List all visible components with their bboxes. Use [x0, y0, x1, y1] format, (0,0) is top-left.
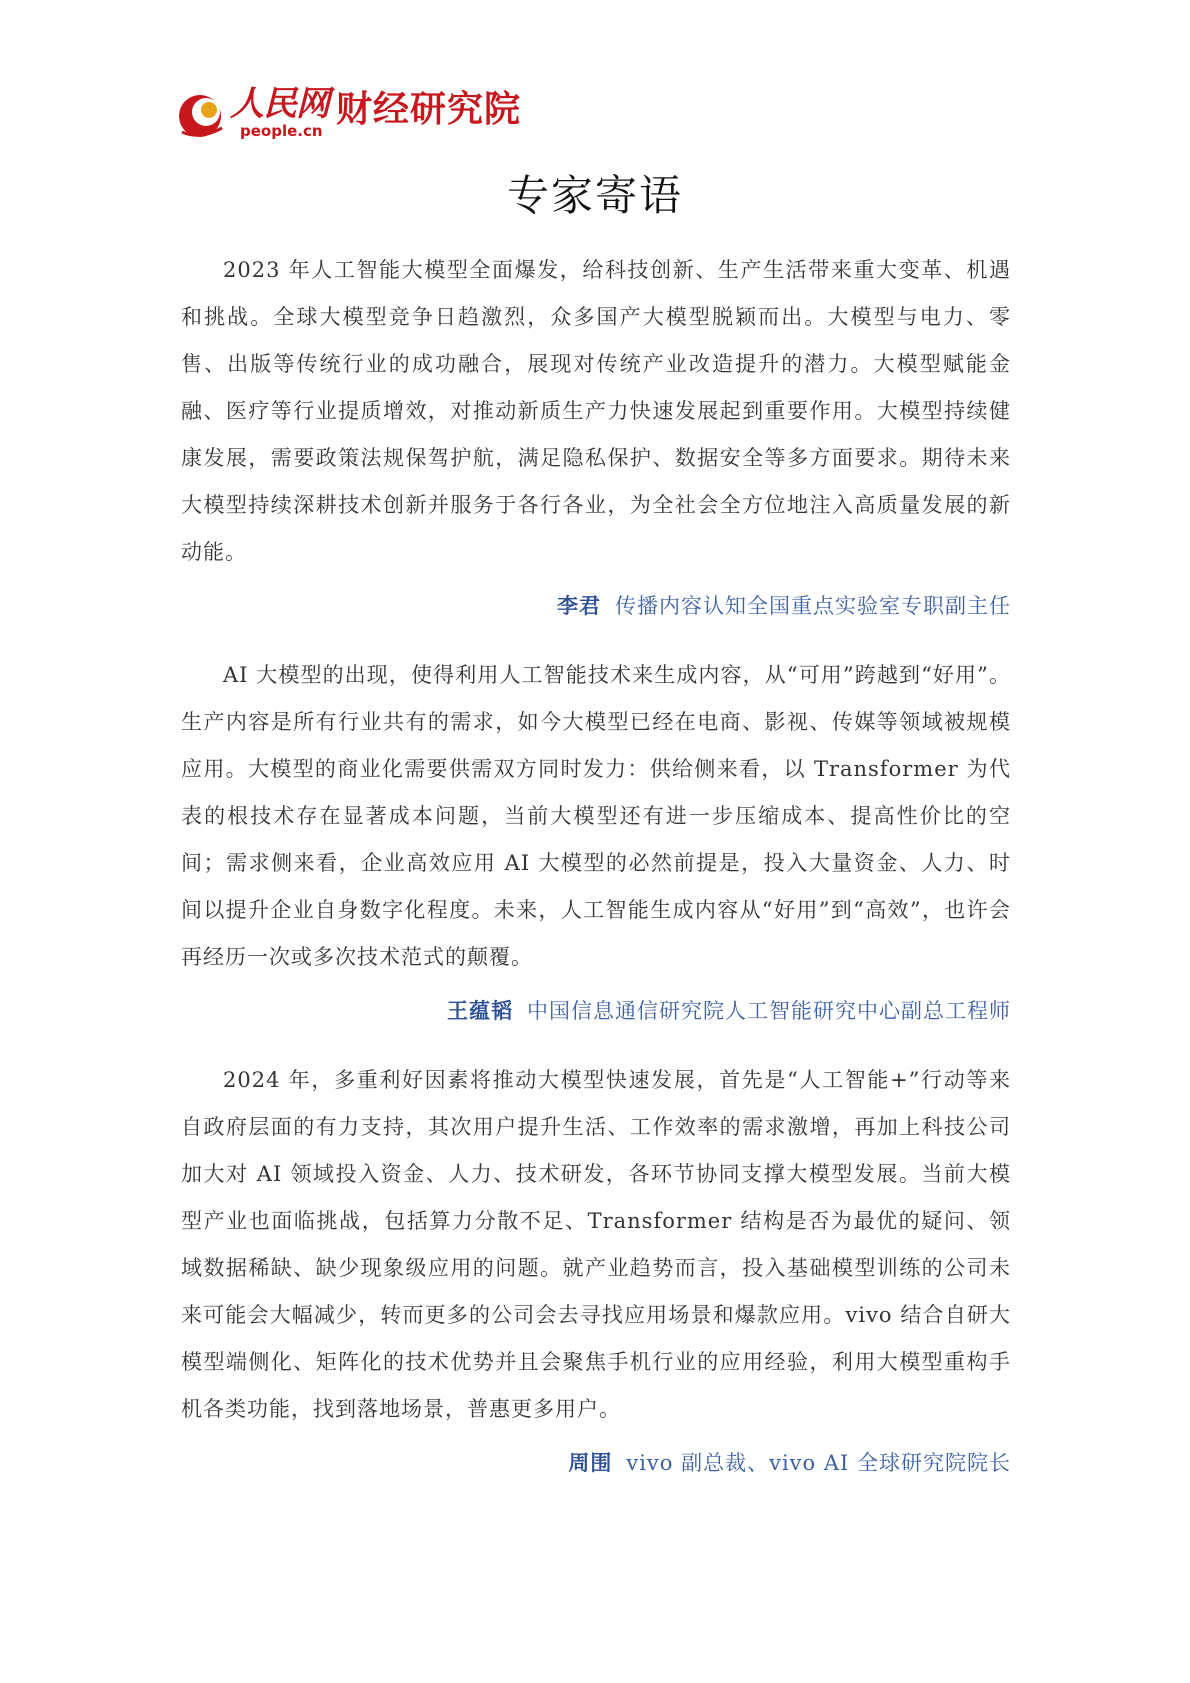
expert-role: 中国信息通信研究院人工智能研究中心副总工程师 — [527, 999, 1011, 1023]
content — [181, 247, 1011, 1509]
expert-role: vivo 副总裁、vivo AI 全球研究院院长 — [626, 1451, 1011, 1475]
people-logo-icon — [176, 88, 228, 140]
quote-paragraph: 2024 年，多重利好因素将推动大模型快速发展，首先是“人工智能+”行动等来自政府层面的有力支持，其次用户提升生活、工作效率的需求激增，再加上科技公司加大对 AI 领域投入资金、人力、技术研发，各环节协同支撑大模型发展。当前大模型产业也面临挑战，包括算力分散不足、Transformer 结构是否为最优的疑问、领域数据稀缺、缺少现象级应用的问题。就产业趋势而言，投入基础模型训练的公司未来可能会大幅减少，转而更多的公司会去寻找应用场景和爆款应用。vivo 结合自研大模型端侧化、矩阵化的技术优势并且会聚焦手机行业的应用经验，利用大模型重构手机各类功能，找到落地场景，普惠更多用户。 — [181, 1068, 1011, 1421]
quote-paragraph: AI 大模型的出现，使得利用人工智能技术来生成内容，从“可用”跨越到“好用”。生产内容是所有行业共有的需求，如今大模型已经在电商、影视、传媒等领域被规模应用。大模型的商业化需要供需双方同时发力：供给侧来看，以 Transformer 为代表的根技术存在显著成本问题，当前大模型还有进一步压缩成本、提高性价比的空间；需求侧来看，企业高效应用 AI 大模型的必然前提是，投入大量资金、人力、时间以提升企业自身数字化程度。未来，人工智能生成内容从“好用”到“高效”，也许会再经历一次或多次技术范式的颠覆。 — [181, 663, 1011, 969]
page-title: 专家寄语 — [506, 171, 683, 220]
expert-role: 传播内容认知全国重点实验室专职副主任 — [615, 594, 1011, 618]
expert-quote-1 — [181, 247, 1011, 626]
quote-signature — [181, 1443, 1011, 1483]
expert-name: 周围 — [568, 1451, 613, 1475]
logo-en-text: people.cn — [240, 122, 323, 140]
logo-cn-text: 人民网 — [230, 84, 329, 124]
expert-quote-2 — [181, 652, 1011, 1031]
expert-name: 李君 — [557, 594, 601, 618]
institute-name: 财经研究院 — [336, 89, 522, 130]
expert-quote-3 — [181, 1057, 1011, 1483]
quote-signature — [181, 991, 1011, 1031]
quote-signature — [181, 586, 1011, 626]
expert-name: 王蕴韬 — [447, 999, 513, 1023]
header — [176, 84, 576, 144]
quote-paragraph: 2023 年人工智能大模型全面爆发，给科技创新、生产生活带来重大变革、机遇和挑战。全球大模型竞争日趋激烈，众多国产大模型脱颖而出。大模型与电力、零售、出版等传统行业的成功融合，展现对传统产业改造提升的潜力。大模型赋能金融、医疗等行业提质增效，对推动新质生产力快速发展起到重要作用。大模型持续健康发展，需要政策法规保驾护航，满足隐私保护、数据安全等多方面要求。期待未来大模型持续深耕技术创新并服务于各行各业，为全社会全方位地注入高质量发展的新动能。 — [181, 258, 1011, 564]
